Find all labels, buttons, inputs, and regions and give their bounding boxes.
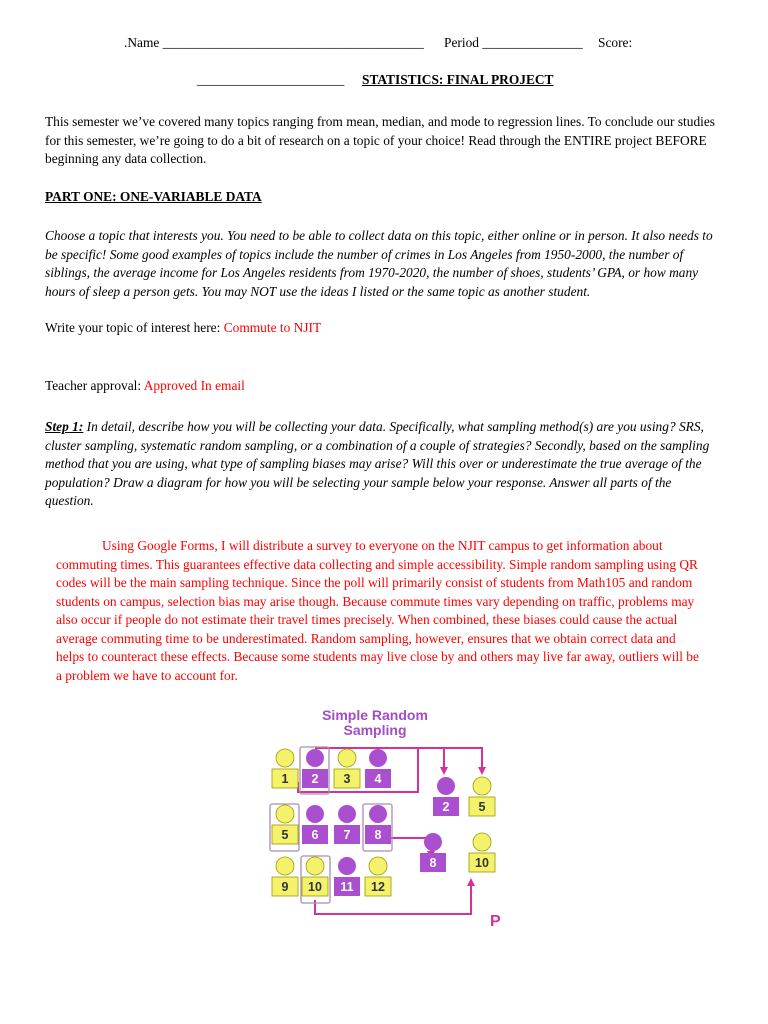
population-person-3 bbox=[334, 749, 360, 788]
population-person-10-label: 10 bbox=[308, 880, 322, 894]
population-person-9-head bbox=[276, 857, 294, 875]
sample-person-5-label: 5 bbox=[478, 800, 486, 814]
population-person-12-head bbox=[369, 857, 387, 875]
diagram-title-line1: Simple Random bbox=[322, 707, 428, 723]
population-person-11-head bbox=[338, 857, 356, 875]
topic-label: Write your topic of interest here: bbox=[45, 320, 221, 335]
name-field-label: .Name _______________________________________ bbox=[124, 35, 424, 50]
sample-person-5-head bbox=[473, 777, 491, 795]
population-person-4-head bbox=[369, 749, 387, 767]
part-one-instructions: Choose a topic that interests you. You need to be able to collect data on this topic, either online or in person. It also needs to be specific! Some good examples of topics include the number of crimes in Los Angeles from 1950-2000, the number of siblings, the average income for Los Angeles residents from 1970-2020, the number of shoes, students’ GPA, or how many hours of sleep a person gets. You may NOT use the ideas I listed or the same topic as another student. bbox=[45, 228, 713, 299]
population-person-12 bbox=[365, 857, 391, 896]
part-one-heading: PART ONE: ONE-VARIABLE DATA bbox=[45, 189, 262, 204]
sample-person-10-label: 10 bbox=[475, 856, 489, 870]
population-person-10 bbox=[302, 857, 328, 896]
sample-person-2-label: 2 bbox=[442, 800, 450, 814]
sample-person-2-head bbox=[437, 777, 455, 795]
step1-label: Step 1: bbox=[45, 419, 84, 434]
population-person-5-head bbox=[276, 805, 294, 823]
population-group bbox=[272, 749, 391, 896]
population-person-5 bbox=[272, 805, 298, 844]
population-person-6-label: 6 bbox=[311, 828, 319, 842]
population-person-9 bbox=[272, 857, 298, 896]
population-person-7-label: 7 bbox=[343, 828, 351, 842]
sample-person-10 bbox=[469, 833, 495, 872]
population-person-3-label: 3 bbox=[343, 772, 351, 786]
period-field-label: Period _______________ bbox=[444, 35, 583, 50]
approval-line bbox=[45, 378, 245, 394]
population-person-7-head bbox=[338, 805, 356, 823]
population-person-7 bbox=[334, 805, 360, 844]
corner-letter: P bbox=[490, 913, 501, 930]
population-person-11 bbox=[334, 857, 360, 896]
population-person-10-head bbox=[306, 857, 324, 875]
step1-question-block bbox=[45, 418, 715, 511]
population-person-1-head bbox=[276, 749, 294, 767]
sample-group bbox=[420, 777, 495, 872]
population-person-12-label: 12 bbox=[371, 880, 385, 894]
population-person-8-head bbox=[369, 805, 387, 823]
population-person-2 bbox=[302, 749, 328, 788]
population-person-9-label: 9 bbox=[281, 880, 289, 894]
sample-person-2 bbox=[433, 777, 459, 816]
sample-person-8-label: 8 bbox=[429, 856, 437, 870]
intro-paragraph: This semester we’ve covered many topics ranging from mean, median, and mode to regression lines. To conclude our studies for this semester, we’re going to do a bit of research on a topic of your choice! Read through the ENTIRE project BEFORE beginning any data collection. bbox=[45, 114, 716, 166]
title-blank: ______________________ bbox=[197, 72, 345, 87]
page-title: STATISTICS: FINAL PROJECT bbox=[362, 72, 554, 87]
population-person-8-label: 8 bbox=[374, 828, 382, 842]
population-person-1 bbox=[272, 749, 298, 788]
topic-line bbox=[45, 320, 321, 336]
population-person-4-label: 4 bbox=[374, 772, 382, 786]
population-person-5-label: 5 bbox=[281, 828, 289, 842]
sample-person-10-head bbox=[473, 833, 491, 851]
topic-value: Commute to NJIT bbox=[223, 320, 322, 335]
score-field-label: Score: bbox=[598, 35, 633, 50]
population-person-11-label: 11 bbox=[340, 880, 354, 894]
sample-person-8-head bbox=[424, 833, 442, 851]
diagram-title-line2: Sampling bbox=[343, 722, 407, 738]
population-person-1-label: 1 bbox=[281, 772, 289, 786]
simple-random-sampling-diagram bbox=[268, 700, 518, 935]
approval-value: Approved In email bbox=[143, 378, 245, 393]
sample-person-5 bbox=[469, 777, 495, 816]
population-person-6 bbox=[302, 805, 328, 844]
population-person-2-head bbox=[306, 749, 324, 767]
step1-answer: Using Google Forms, I will distribute a survey to everyone on the NJIT campus to get information about commuting times. This guarantees effective data collecting and simple accessibility. Simple random sampling using QR codes will be the main sampling technique. Since the poll will primarily consist of students from Math105 and random students on campus, selection bias may arise though. Because commute times vary depending on traffic, problems may also occur if people do not estimate their travel times precisely. When combined, these biases could cause the actual average commuting time to be underestimated. Random sampling, however, ensures that we obtain correct data and helps to counteract these effects. Because some students may live close by and others may live far away, outliers will be a problem we have to account for. bbox=[56, 538, 699, 683]
population-person-6-head bbox=[306, 805, 324, 823]
population-person-4 bbox=[365, 749, 391, 788]
approval-label: Teacher approval: bbox=[45, 378, 142, 393]
population-person-8 bbox=[365, 805, 391, 844]
population-person-2-label: 2 bbox=[311, 772, 319, 786]
population-person-3-head bbox=[338, 749, 356, 767]
step1-question: In detail, describe how you will be collecting your data. Specifically, what sampling method(s) are you using? SRS, cluster sampling, systematic random sampling, or a combination of a couple of strategies? Secondly, based on the sampling method that you are using, what type of sampling biases may arise? Will this over or underestimate the true average of the population? Draw a diagram for how you will be selecting your sample below your response. Answer all parts of the question. bbox=[45, 419, 710, 508]
